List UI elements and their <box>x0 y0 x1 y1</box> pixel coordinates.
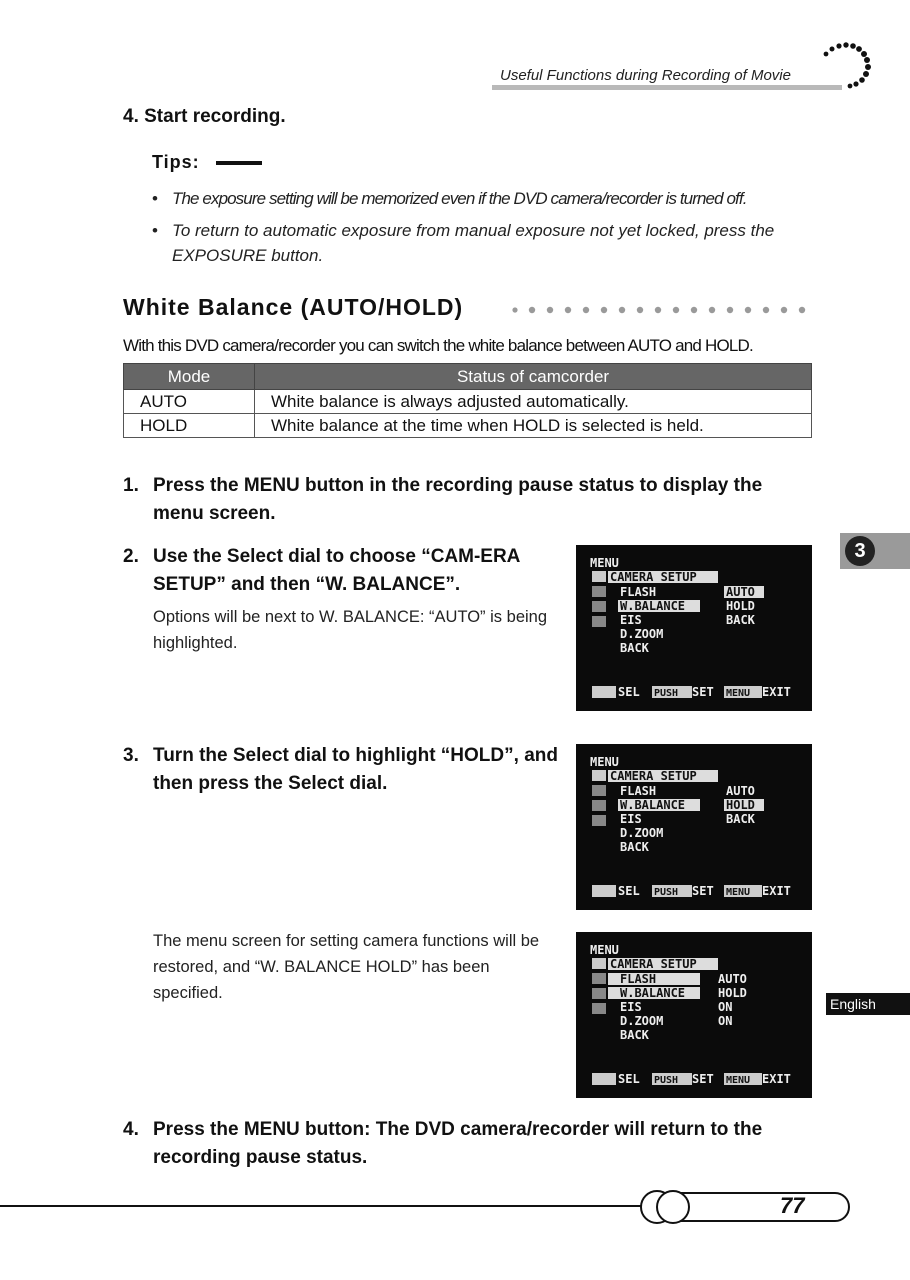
table-row <box>124 390 812 414</box>
footer-set: SET <box>692 1072 714 1086</box>
tips-label: Tips: <box>152 152 200 172</box>
menu-item: EIS <box>620 1000 642 1014</box>
menu-side-icon <box>592 973 606 984</box>
bullet: • <box>152 189 158 208</box>
white-balance-intro: With this DVD camera/recorder you can switch the white balance between AUTO and HOLD. <box>123 336 753 355</box>
menu-title: MENU <box>590 943 619 957</box>
menu-item: EIS <box>620 812 642 826</box>
page-number: 77 <box>780 1193 805 1218</box>
menu-side-icon <box>592 586 606 597</box>
menu-title: MENU <box>590 556 619 570</box>
footer-push: PUSH <box>654 688 679 699</box>
menu-side-icon <box>592 815 606 826</box>
footer-set: SET <box>692 884 714 898</box>
menu-item: FLASH <box>620 784 657 798</box>
dotted-rule <box>510 305 815 315</box>
step-note: The menu screen for setting camera functions will be restored, and “W. BALANCE HOLD” has been specified. <box>153 932 540 1002</box>
camera-icon <box>592 770 606 781</box>
menu-item: BACK <box>620 1028 649 1042</box>
tip-item <box>152 186 812 211</box>
step-number: 1. <box>123 475 139 496</box>
menu-item: W.BALANCE <box>620 798 686 812</box>
step-note: Options will be next to W. BALANCE: “AUTO” is being highlighted. <box>153 608 548 652</box>
footer-exit: EXIT <box>762 884 791 898</box>
camera-setup-label: CAMERA SETUP <box>610 570 697 584</box>
menu-value: HOLD <box>726 599 755 613</box>
footer-rule <box>0 1205 645 1207</box>
menu-item: D.ZOOM <box>620 1014 664 1028</box>
menu-item: FLASH <box>620 972 657 986</box>
menu-value: ON <box>718 1000 733 1014</box>
white-balance-table <box>123 363 812 438</box>
footer-sel: SEL <box>618 884 640 898</box>
tip-text: To return to automatic exposure from manual exposure not yet locked, press the EXPOSURE button. <box>172 221 775 265</box>
table-row <box>124 414 812 438</box>
tips-rule <box>216 161 262 165</box>
language-tab: English <box>826 993 910 1015</box>
arrows-icon <box>592 1073 616 1085</box>
menu-side-icon <box>592 800 606 811</box>
menu-value: AUTO <box>726 784 755 798</box>
menu-value: AUTO <box>718 972 747 986</box>
menu-side-icon <box>592 601 606 612</box>
footer-exit: EXIT <box>762 1072 791 1086</box>
menu-value: HOLD <box>726 798 755 812</box>
step-text: Press the MENU button: The DVD camera/recorder will return to the recording pause status. <box>153 1119 763 1168</box>
menu-item: W.BALANCE <box>620 986 686 1000</box>
arrows-icon <box>592 885 616 897</box>
menu-item: FLASH <box>620 585 657 599</box>
table-cell: AUTO <box>124 390 255 414</box>
footer-exit: EXIT <box>762 685 791 699</box>
camera-setup-label: CAMERA SETUP <box>610 769 697 783</box>
footer-push: PUSH <box>654 887 679 898</box>
menu-side-icon <box>592 785 606 796</box>
menu-value: BACK <box>726 812 755 826</box>
step-item <box>123 543 543 599</box>
page-circle-decoration <box>656 1190 690 1224</box>
camera-icon <box>592 958 606 969</box>
footer-push: PUSH <box>654 1075 679 1086</box>
menu-side-icon <box>592 1003 606 1014</box>
menu-screen-2 <box>576 744 812 910</box>
step-number: 4. <box>123 1119 139 1140</box>
menu-screen-1 <box>576 545 812 711</box>
menu-item: D.ZOOM <box>620 627 664 641</box>
bullet: • <box>152 221 158 240</box>
menu-value: ON <box>718 1014 733 1028</box>
tip-text: The exposure setting will be memorized even if the DVD camera/recorder is turned off. <box>172 189 747 208</box>
menu-item: BACK <box>620 840 649 854</box>
footer-sel: SEL <box>618 685 640 699</box>
table-cell: White balance at the time when HOLD is selected is held. <box>255 414 812 438</box>
menu-item: D.ZOOM <box>620 826 664 840</box>
menu-value: HOLD <box>718 986 747 1000</box>
start-recording-heading: 4. Start recording. <box>123 106 286 127</box>
tip-item <box>152 218 812 268</box>
menu-side-icon <box>592 616 606 627</box>
menu-side-icon <box>592 988 606 999</box>
camera-setup-label: CAMERA SETUP <box>610 957 697 971</box>
menu-screen-3 <box>576 932 812 1098</box>
header-bar <box>492 85 842 90</box>
menu-title: MENU <box>590 755 619 769</box>
table-header-row <box>124 364 812 390</box>
camera-icon <box>592 571 606 582</box>
step-item <box>123 742 563 798</box>
footer-set: SET <box>692 685 714 699</box>
dot-arc-icon <box>818 42 874 94</box>
step-number: 2. <box>123 546 139 567</box>
footer-menu: MENU <box>726 688 751 699</box>
footer-sel: SEL <box>618 1072 640 1086</box>
white-balance-title: White Balance (AUTO/HOLD) <box>123 294 464 320</box>
footer-menu: MENU <box>726 887 751 898</box>
menu-item: EIS <box>620 613 642 627</box>
arrows-icon <box>592 686 616 698</box>
step-item <box>123 1116 813 1172</box>
menu-item: BACK <box>620 641 649 655</box>
table-cell: HOLD <box>124 414 255 438</box>
step-item <box>123 472 813 528</box>
chapter-number: 3 <box>845 536 875 566</box>
footer-menu: MENU <box>726 1075 751 1086</box>
table-cell: White balance is always adjusted automatically. <box>255 390 812 414</box>
step-text: Turn the Select dial to highlight “HOLD”, and then press the Select dial. <box>153 745 558 794</box>
menu-value: AUTO <box>726 585 755 599</box>
section-title: Useful Functions during Recording of Movie <box>500 67 791 84</box>
table-header: Mode <box>124 364 255 390</box>
step-text: Press the MENU button in the recording pause status to display the menu screen. <box>153 475 763 524</box>
step-text: Use the Select dial to choose “CAM-ERA SETUP” and then “W. BALANCE”. <box>153 546 520 595</box>
menu-value: BACK <box>726 613 755 627</box>
menu-item: W.BALANCE <box>620 599 686 613</box>
table-header: Status of camcorder <box>255 364 812 390</box>
step-number: 3. <box>123 745 139 766</box>
